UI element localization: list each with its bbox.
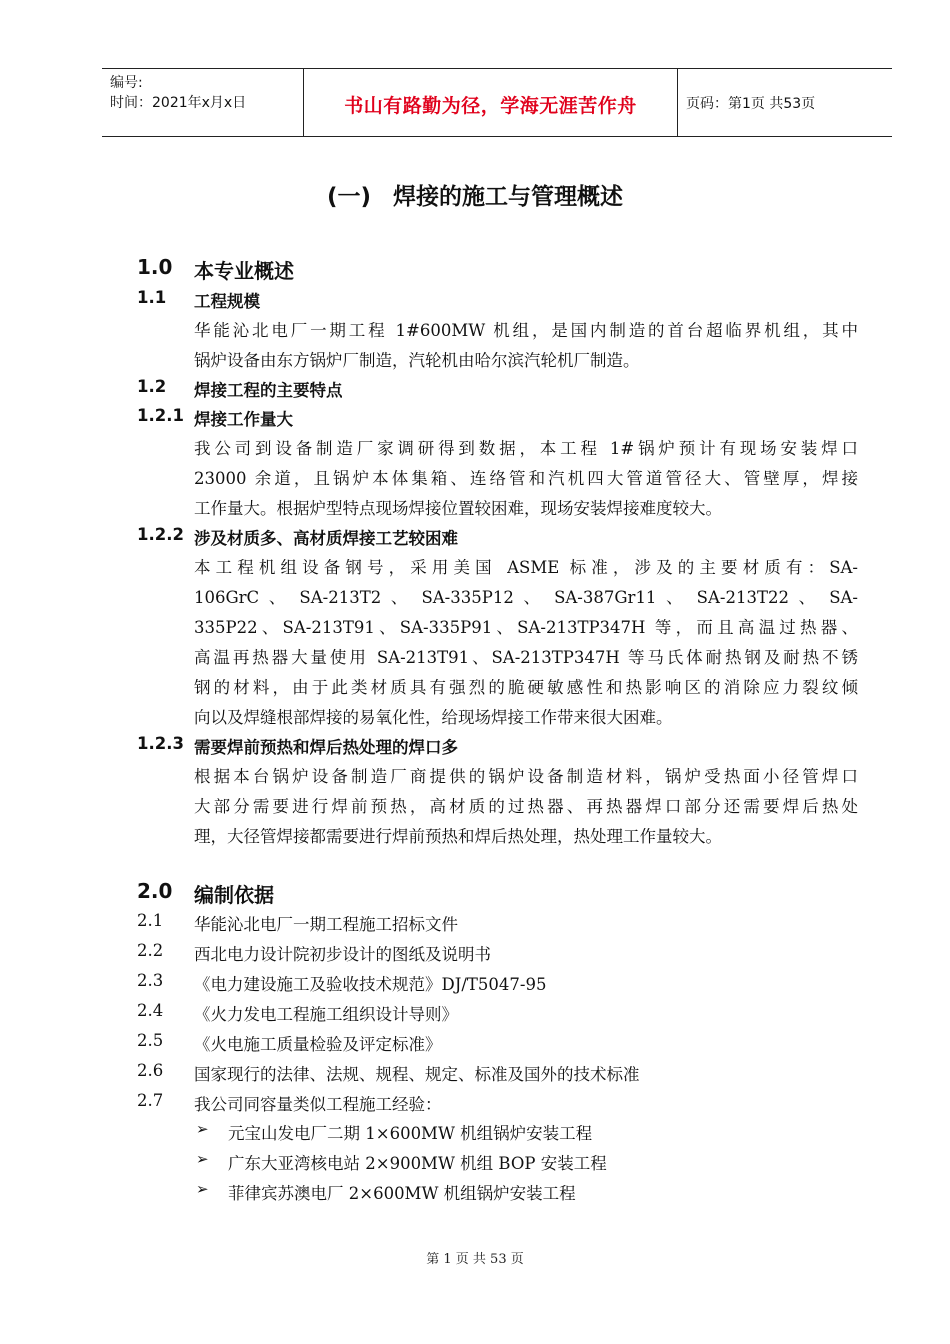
header-divider <box>677 69 678 136</box>
item-text: 华能沁北电厂一期工程施工招标文件 <box>194 915 458 934</box>
item-text: 《火电施工质量检验及评定标准》 <box>194 1035 442 1054</box>
paragraph-line: 高温再热器大量使用 SA-213T91、SA-213TP347H 等马氏体耐热钢及耐热不锈 <box>194 648 858 667</box>
paragraph-line: 本工程机组设备钢号，采用美国 ASME 标准，涉及的主要材质有：SA- <box>194 558 858 577</box>
paragraph-line: 理，大径管焊接都需要进行焊前预热和焊后热处理，热处理工作量较大。 <box>194 827 722 846</box>
paragraph-line: 106GrC 、 SA-213T2 、 SA-335P12 、 SA-387Gr11 、 SA-213T22 、 SA- <box>194 588 858 607</box>
paragraph-line: 锅炉设备由东方锅炉厂制造，汽轮机由哈尔滨汽轮机厂制造。 <box>194 351 640 370</box>
arrow-bullet-icon: ➢ <box>196 1150 209 1168</box>
item-text: 我公司同容量类似工程施工经验： <box>194 1095 442 1114</box>
section-title: 焊接工作量大 <box>194 410 293 429</box>
item-text: 《火力发电工程施工组织设计导则》 <box>194 1005 458 1024</box>
document-title <box>0 178 950 211</box>
paragraph-line: 根据本台锅炉设备制造厂商提供的锅炉设备制造材料，锅炉受热面小径管焊口 <box>194 767 858 786</box>
paragraph-line: 向以及焊缝根部焊接的易氧化性，给现场焊接工作带来很大困难。 <box>194 708 673 727</box>
section-number: 1.2.3 <box>137 734 184 753</box>
section-number: 1.2 <box>137 377 167 396</box>
item-text: 西北电力设计院初步设计的图纸及说明书 <box>194 945 491 964</box>
arrow-bullet-icon: ➢ <box>196 1120 209 1138</box>
item-number: 2.6 <box>137 1061 164 1080</box>
section-title: 编制依据 <box>194 883 274 907</box>
time-label: 时间：2021年x月x日 <box>110 95 247 111</box>
paragraph-line: 钢的材料，由于此类材质具有强烈的脆硬敏感性和热影响区的消除应力裂纹倾 <box>194 678 858 697</box>
paragraph-line: 335P22、SA-213T91、SA-335P91、SA-213TP347H 等，而且高温过热器、 <box>194 618 858 637</box>
item-number: 2.1 <box>137 911 164 930</box>
section-title: 需要焊前预热和焊后热处理的焊口多 <box>194 738 458 757</box>
section-number: 2.0 <box>137 879 173 903</box>
title-prefix: (一) <box>326 184 372 210</box>
paragraph-line: 工作量大。根据炉型特点现场焊接位置较困难，现场安装焊接难度较大。 <box>194 499 722 518</box>
item-text: 国家现行的法律、法规、规程、规定、标准及国外的技术标准 <box>194 1065 640 1084</box>
item-number: 2.5 <box>137 1031 164 1050</box>
section-number: 1.2.1 <box>137 406 184 425</box>
section-number: 1.0 <box>137 255 173 279</box>
item-number: 2.2 <box>137 941 164 960</box>
header-meta <box>110 73 246 113</box>
paragraph-line: 我公司到设备制造厂家调研得到数据，本工程 1#锅炉预计有现场安装焊口 <box>194 439 858 458</box>
bullet-text: 广东大亚湾核电站 2×900MW 机组 BOP 安装工程 <box>228 1154 607 1173</box>
section-number: 1.1 <box>137 288 167 307</box>
paragraph-line: 大部分需要进行焊前预热，高材质的过热器、再热器焊口部分还需要焊后热处 <box>194 797 858 816</box>
paragraph-line: 23000 余道，且锅炉本体集箱、连络管和汽机四大管道管径大、管壁厚，焊接 <box>194 469 858 488</box>
bullet-text: 菲律宾苏澳电厂 2×600MW 机组锅炉安装工程 <box>228 1184 576 1203</box>
item-text: 《电力建设施工及验收技术规范》DJ/T5047-95 <box>194 975 547 994</box>
title-text: 焊接的施工与管理概述 <box>393 184 624 210</box>
paragraph-line: 华能沁北电厂一期工程 1#600MW 机组，是国内制造的首台超临界机组，其中 <box>194 321 858 340</box>
arrow-bullet-icon: ➢ <box>196 1180 209 1198</box>
item-number: 2.4 <box>137 1001 164 1020</box>
section-title: 涉及材质多、高材质焊接工艺较困难 <box>194 529 458 548</box>
item-number: 2.7 <box>137 1091 164 1110</box>
page-header <box>102 68 892 137</box>
serial-label: 编号: <box>110 75 143 91</box>
section-title: 工程规模 <box>194 292 260 311</box>
item-number: 2.3 <box>137 971 164 990</box>
page-footer: 第 1 页 共 53 页 <box>426 1252 524 1267</box>
section-title: 本专业概述 <box>194 259 294 283</box>
header-motto: 书山有路勤为径，学海无涯苦作舟 <box>344 95 637 117</box>
bullet-text: 元宝山发电厂二期 1×600MW 机组锅炉安装工程 <box>228 1124 593 1143</box>
section-title: 焊接工程的主要特点 <box>194 381 343 400</box>
section-number: 1.2.2 <box>137 525 184 544</box>
header-page-info: 页码：第1页 共53页 <box>686 96 816 112</box>
